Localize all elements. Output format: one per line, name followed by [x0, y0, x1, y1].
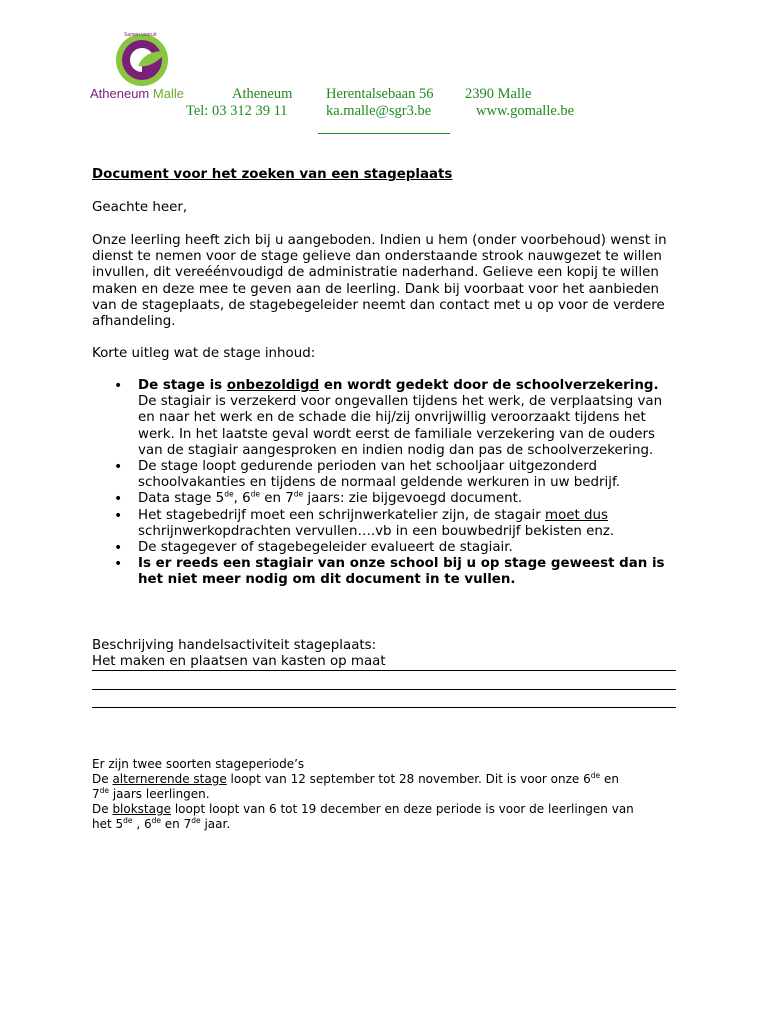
alternating-period-line2: 7de jaars leerlingen.: [92, 786, 210, 801]
explanation-label: Korte uitleg wat de stage inhoud:: [92, 346, 316, 361]
activity-field[interactable]: Het maken en plaatsen van kasten op maat: [92, 654, 386, 669]
answer-line: [92, 707, 676, 708]
list-item: • De stage is onbezoldigd en wordt gedekt door de schoolverzekering. De stagiair is verzekerd voor ongevallen tijdens het werk, de verplaatsing van en naar het werk en de schade die hij/zij onvrijwillig veroorzaakt tijdens het werk. In het laatste geval wordt eerst de familiale verzekering van de ouders van de stagiair aangesproken en indien nodig dan pas de schoolverzekering.: [138, 378, 678, 459]
list-item: • Is er reeds een stagiair van onze school bij u op stage geweest dan is het niet meer nodig om dit document in te vullen.: [138, 556, 678, 588]
list-item: • Data stage 5de, 6de en 7de jaars: zie bijgevoegd document.: [138, 491, 678, 507]
intro-paragraph: Onze leerling heeft zich bij u aangeboden. Indien u hem (onder voorbehoud) wenst in dienst te nemen voor de stage gelieve dan onderstaande strook nauwgezet te willen invullen, dit vereéénvoudigd de administratie naderhand. Gelieve een kopij te willen maken en deze mee te geven aan de leerling. Dank bij voorbaat voor het aanbieden van de stageplaats, de stagebegeleider neemt dan contact met u op voor de verdere afhandeling.: [92, 233, 667, 330]
block-period-line1: De blokstage loopt loopt van 6 tot 19 december en deze periode is voor de leerlingen van: [92, 802, 634, 816]
greeting: Geachte heer,: [92, 200, 188, 215]
periods-heading: Er zijn twee soorten stageperiode’s: [92, 757, 305, 771]
svg-text:Samen vooruit: Samen vooruit: [124, 32, 157, 38]
block-period-line2: het 5de , 6de en 7de jaar.: [92, 816, 231, 831]
alternating-period-line1: De alternerende stage loopt van 12 september tot 28 november. Dit is voor onze 6de en: [92, 771, 619, 786]
school-street: Herentalsebaan 56: [326, 86, 434, 102]
school-phone: Tel: 03 312 39 11: [186, 103, 288, 119]
school-name: Atheneum: [232, 86, 293, 102]
list-item: • De stage loopt gedurende perioden van het schooljaar uitgezonderd schoolvakanties en tijdens de normaal geldende werkuren in uw bedrijf.: [138, 459, 678, 491]
answer-line: [92, 689, 676, 690]
document-title: Document voor het zoeken van een stageplaats: [92, 167, 453, 182]
answer-line: [92, 670, 676, 671]
list-item: • Het stagebedrijf moet een schrijnwerkatelier zijn, de stagair moet dus schrijnwerkopdrachten vervullen….vb in een bouwbedrijf bekisten enz.: [138, 508, 678, 540]
list-item: • De stagegever of stagebegeleider evalueert de stagiair.: [138, 540, 678, 556]
school-city: 2390 Malle: [465, 86, 532, 102]
logo-caption: Atheneum Malle: [90, 86, 184, 101]
activity-label: Beschrijving handelsactiviteit stageplaats:: [92, 638, 377, 653]
stage-info-list: [92, 378, 678, 589]
school-website[interactable]: www.gomalle.be: [476, 103, 575, 119]
header-rule: [318, 133, 450, 134]
school-email[interactable]: ka.malle@sgr3.be: [326, 103, 432, 119]
